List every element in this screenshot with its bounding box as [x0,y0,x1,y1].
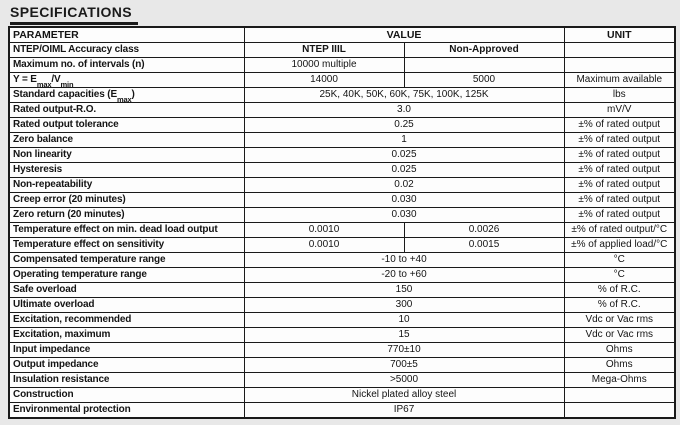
value-cell: 0.0026 [404,223,564,238]
parameter-cell: Rated output tolerance [9,118,244,133]
unit-cell: Ohms [564,343,675,358]
parameter-cell: Zero balance [9,133,244,148]
value-cell: 0.025 [244,163,564,178]
unit-cell: ±% of rated output/°C [564,223,675,238]
parameter-cell: Maximum no. of intervals (n) [9,58,244,73]
parameter-cell: Input impedance [9,343,244,358]
unit-cell: °C [564,268,675,283]
row-rated-output-tolerance [9,118,675,133]
unit-cell: % of R.C. [564,298,675,313]
parameter-cell: Output impedance [9,358,244,373]
specifications-table [8,26,676,419]
parameter-cell: Operating temperature range [9,268,244,283]
value-cell: NTEP IIIL [244,43,404,58]
value-cell: 0.0010 [244,238,404,253]
parameter-cell: Excitation, recommended [9,313,244,328]
parameter-cell: Environmental protection [9,403,244,419]
parameter-cell: NTEP/OIML Accuracy class [9,43,244,58]
unit-cell: Ohms [564,358,675,373]
row-creep-error [9,193,675,208]
row-excitation-maximum [9,328,675,343]
parameter-cell: Temperature effect on sensitivity [9,238,244,253]
unit-cell: ±% of rated output [564,163,675,178]
column-header-value: VALUE [244,27,564,43]
value-cell: 0.25 [244,118,564,133]
row-zero-return [9,208,675,223]
parameter-cell: Zero return (20 minutes) [9,208,244,223]
unit-cell: ±% of rated output [564,148,675,163]
parameter-cell: $Y = E_{max}/V_{min}$ [9,73,244,88]
row-hysteresis [9,163,675,178]
row-y-emax-vmin [9,73,675,88]
row-temp-effect-sensitivity [9,238,675,253]
row-standard-capacities [9,88,675,103]
unit-cell: °C [564,253,675,268]
value-cell: 25K, 40K, 50K, 60K, 75K, 100K, 125K [244,88,564,103]
value-cell: Non-Approved [404,43,564,58]
unit-cell: Maximum available [564,73,675,88]
unit-cell [564,388,675,403]
parameter-cell: Compensated temperature range [9,253,244,268]
value-cell: 14000 [244,73,404,88]
row-environmental-protection [9,403,675,419]
unit-cell: Vdc or Vac rms [564,328,675,343]
row-zero-balance [9,133,675,148]
unit-cell: lbs [564,88,675,103]
value-cell: 770±10 [244,343,564,358]
unit-cell: ±% of rated output [564,208,675,223]
row-operating-temp-range [9,268,675,283]
value-cell: 0.030 [244,208,564,223]
value-cell: 10 [244,313,564,328]
value-cell: -20 to +60 [244,268,564,283]
unit-cell: % of R.C. [564,283,675,298]
value-cell [404,58,564,73]
parameter-cell: Safe overload [9,283,244,298]
column-header-parameter: PARAMETER [9,27,244,43]
page-title: SPECIFICATIONS [10,4,138,25]
parameter-cell: Non linearity [9,148,244,163]
row-output-impedance [9,358,675,373]
row-accuracy-class [9,43,675,58]
parameter-cell: Creep error (20 minutes) [9,193,244,208]
row-ultimate-overload [9,298,675,313]
parameter-cell: Excitation, maximum [9,328,244,343]
row-non-repeatability [9,178,675,193]
row-input-impedance [9,343,675,358]
unit-cell: Mega-Ohms [564,373,675,388]
value-cell: >5000 [244,373,564,388]
row-construction [9,388,675,403]
parameter-cell: Non-repeatability [9,178,244,193]
value-cell: 3.0 [244,103,564,118]
row-temp-effect-dead-load [9,223,675,238]
parameter-cell: Hysteresis [9,163,244,178]
value-cell: -10 to +40 [244,253,564,268]
unit-cell [564,58,675,73]
value-cell: 300 [244,298,564,313]
unit-cell: ±% of rated output [564,178,675,193]
value-cell: 10000 multiple [244,58,404,73]
row-compensated-temp-range [9,253,675,268]
unit-cell: ±% of rated output [564,133,675,148]
parameter-cell: Construction [9,388,244,403]
value-cell: 0.02 [244,178,564,193]
parameter-cell: Ultimate overload [9,298,244,313]
value-cell: 15 [244,328,564,343]
unit-cell: Vdc or Vac rms [564,313,675,328]
row-excitation-recommended [9,313,675,328]
value-cell: 700±5 [244,358,564,373]
value-cell: 0.0010 [244,223,404,238]
value-cell: 0.025 [244,148,564,163]
row-max-intervals [9,58,675,73]
value-cell: 5000 [404,73,564,88]
unit-cell: ±% of rated output [564,118,675,133]
parameter-cell: Temperature effect on min. dead load output [9,223,244,238]
parameter-cell: Rated output-R.O. [9,103,244,118]
parameter-cell: Insulation resistance [9,373,244,388]
unit-cell: mV/V [564,103,675,118]
value-cell: 0.030 [244,193,564,208]
unit-cell: ±% of rated output [564,193,675,208]
unit-cell: ±% of applied load/°C [564,238,675,253]
value-cell: 0.0015 [404,238,564,253]
column-header-unit: UNIT [564,27,675,43]
parameter-cell: Standard capacities $(E_{max})$ [9,88,244,103]
value-cell: Nickel plated alloy steel [244,388,564,403]
row-rated-output [9,103,675,118]
value-cell: 150 [244,283,564,298]
value-cell: IP67 [244,403,564,419]
unit-cell [564,43,675,58]
row-safe-overload [9,283,675,298]
table-header-row [9,27,675,43]
row-non-linearity [9,148,675,163]
unit-cell [564,403,675,419]
row-insulation-resistance [9,373,675,388]
value-cell: 1 [244,133,564,148]
